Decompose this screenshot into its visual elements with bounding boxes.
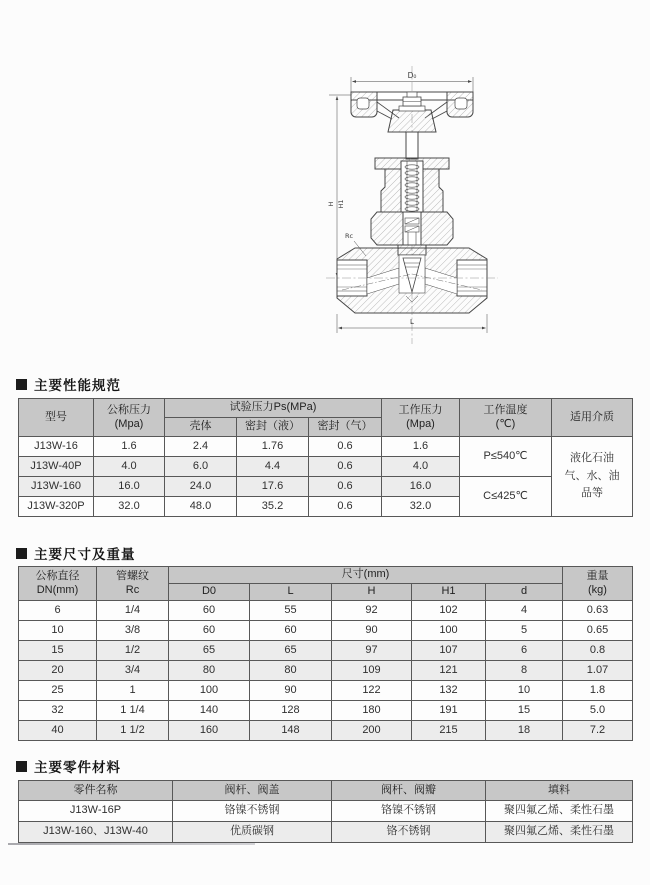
section-marker-icon <box>16 761 27 772</box>
col-header-stem-bonnet: 阀杆、阀盖 <box>173 781 332 801</box>
col-header-l: L <box>250 584 332 601</box>
table-row: 25 1 100 90 122 132 10 1.8 <box>19 681 633 701</box>
section-title-dimensions: 主要尺寸及重量 <box>34 547 136 562</box>
table-row: 6 1/4 60 55 92 102 4 0.63 <box>19 601 633 621</box>
temp-span-cell: P≤540℃ <box>460 437 552 477</box>
dimension-h-h1 <box>329 95 351 277</box>
table-header-row <box>19 781 633 801</box>
table-row: J13W-160 16.0 24.0 17.6 0.6 16.0 C≤425℃ <box>19 477 633 497</box>
col-header-nominal-pressure: 公称压力 (Mpa) <box>94 399 165 437</box>
table-header-row <box>19 399 633 418</box>
col-header-h: H <box>332 584 412 601</box>
table-row: 40 1 1/2 160 148 200 215 18 7.2 <box>19 721 633 741</box>
table-row: J13W-16 1.6 2.4 1.76 0.6 1.6 P≤540℃ 液化石油气、水、油品等 <box>19 437 633 457</box>
table-header-row <box>19 567 633 584</box>
table-row: 10 3/8 60 60 90 100 5 0.65 <box>19 621 633 641</box>
col-header-dn: 公称直径 DN(mm) <box>19 567 97 601</box>
col-header-size-group: 尺寸(mm) <box>169 567 563 584</box>
valve-body <box>337 248 487 313</box>
medium-span-cell: 液化石油气、水、油品等 <box>552 437 633 517</box>
col-header-test-pressure: 试验压力Ps(MPa) <box>165 399 382 418</box>
section-marker-icon <box>16 379 27 390</box>
section-heading-dimensions <box>16 545 136 561</box>
dim-label-h: H <box>327 201 335 207</box>
dimensions-table <box>18 566 633 741</box>
col-header-d0: D0 <box>169 584 250 601</box>
table-row: 20 3/4 80 80 109 121 8 1.07 <box>19 661 633 681</box>
table-row: J13W-320P 32.0 48.0 35.2 0.6 32.0 <box>19 497 633 517</box>
col-header-shell: 壳体 <box>165 418 237 437</box>
bonnet <box>375 158 449 212</box>
col-header-weight: 重量 (kg) <box>563 567 633 601</box>
table-row: J13W-16P 铬镍不锈钢 铬镍不锈钢 聚四氟乙烯、柔性石墨 <box>19 801 633 822</box>
table-row: 15 1/2 65 65 97 107 6 0.8 <box>19 641 633 661</box>
section-heading-performance <box>16 376 121 392</box>
col-header-part-name: 零件名称 <box>19 781 173 801</box>
table-row: 32 1 1/4 140 128 180 191 15 5.0 <box>19 701 633 721</box>
col-header-packing: 填料 <box>486 781 633 801</box>
materials-table <box>18 780 633 843</box>
temp-span-cell: C≤425℃ <box>460 477 552 517</box>
col-header-d: d <box>486 584 563 601</box>
dim-label-d0: D₀ <box>407 71 417 80</box>
col-header-seal-liquid: 密封（液） <box>237 418 309 437</box>
dim-label-rc: Rc <box>344 232 354 240</box>
col-header-model: 型号 <box>19 399 94 437</box>
valve-drawing-container <box>322 52 546 352</box>
table-row: J13W-160、J13W-40 优质碳钢 铬不锈钢 聚四氟乙烯、柔性石墨 <box>19 822 633 843</box>
col-header-medium: 适用介质 <box>552 399 633 437</box>
table-row: J13W-40P 4.0 6.0 4.4 0.6 4.0 <box>19 457 633 477</box>
dim-label-h1: H1 <box>337 199 345 209</box>
col-header-working-pressure: 工作压力 (Mpa) <box>382 399 460 437</box>
col-header-pipe-thread: 管螺纹 Rc <box>97 567 169 601</box>
valve-cross-section-drawing <box>322 52 546 352</box>
col-header-stem-disc: 阀杆、阀瓣 <box>332 781 486 801</box>
col-header-h1: H1 <box>412 584 486 601</box>
valve-stem <box>406 132 418 159</box>
section-title-materials: 主要零件材料 <box>34 760 121 775</box>
col-header-seal-gas: 密封（气） <box>309 418 382 437</box>
section-marker-icon <box>16 548 27 559</box>
section-heading-materials <box>16 758 121 774</box>
dim-label-l: L <box>410 318 414 326</box>
scan-artifact-line <box>8 843 255 845</box>
performance-table <box>18 398 633 517</box>
section-title-performance: 主要性能规范 <box>34 378 121 393</box>
col-header-working-temp: 工作温度 (℃) <box>460 399 552 437</box>
